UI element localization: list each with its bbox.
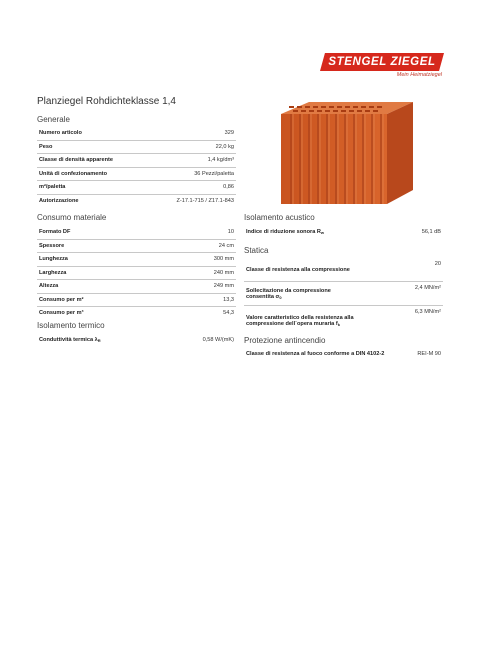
row-key — [37, 334, 166, 347]
row-key — [244, 282, 358, 306]
row-value: 24 cm — [170, 239, 236, 253]
row-value: 10 — [170, 226, 236, 239]
row-key: Numero articolo — [37, 127, 148, 140]
table-row — [244, 226, 443, 239]
acustico-table — [244, 226, 443, 239]
row-value: 0,58 W/(mK) — [202, 337, 234, 344]
table-row — [244, 258, 443, 282]
section-acustico-heading: Isolamento acustico — [244, 213, 315, 222]
row-key: Peso — [37, 140, 148, 154]
row-key: Altezza — [37, 280, 170, 294]
row-key: Lunghezza — [37, 253, 170, 267]
statica-table — [244, 258, 443, 336]
row-value: 6,3 MN/m² — [414, 309, 441, 315]
row-value: 54,3 — [223, 310, 234, 317]
row-value: 36 Pezzi/paletta — [148, 167, 236, 181]
table-row — [37, 266, 236, 280]
table-row — [37, 307, 236, 320]
row-value: 56,1 dB — [421, 229, 441, 236]
row-key: Formato DF — [37, 226, 170, 239]
section-consumo-heading: Consumo materiale — [37, 213, 107, 222]
table-row — [37, 181, 236, 195]
row-key: Classe di resistenza alla compressione — [244, 258, 358, 282]
row-value: 300 mm — [170, 253, 236, 267]
termico-table — [37, 334, 236, 347]
logo-brand: STENGEL ZIEGEL — [328, 56, 436, 68]
table-row — [37, 253, 236, 267]
row-key: m²/paletta — [37, 181, 148, 195]
row-value: REI-M 90 — [417, 351, 441, 358]
row-key: Spessore — [37, 239, 170, 253]
table-row — [37, 226, 236, 239]
row-key: Unità di confezionamento — [37, 167, 148, 181]
row-value: 329 — [148, 127, 236, 140]
row-key-subscript: 0 — [279, 294, 282, 300]
row-value: 249 mm — [170, 280, 236, 294]
table-row — [37, 140, 236, 154]
table-row — [244, 306, 443, 337]
row-key-subscript: w — [320, 230, 325, 236]
section-generale-heading: Generale — [37, 115, 70, 124]
antincendio-table — [244, 348, 443, 361]
section-antincendio-heading: Protezione antincendio — [244, 336, 326, 345]
row-key: Autorizzazione — [39, 197, 79, 204]
row-value: 2,4 MN/m² — [358, 282, 443, 306]
consumo-table — [37, 226, 236, 320]
row-key — [244, 306, 358, 337]
table-row — [37, 239, 236, 253]
row-key: Classe di densità apparente — [37, 154, 148, 168]
table-row — [37, 167, 236, 181]
row-value: 22,0 kg — [148, 140, 236, 154]
row-value: 1,4 kg/dm³ — [148, 154, 236, 168]
table-row — [37, 127, 236, 140]
row-value: 240 mm — [170, 266, 236, 280]
logo-tagline: Mein Heimatziegel — [396, 72, 442, 78]
row-key-text: Sollecitazione da compressione consentita σ — [246, 287, 331, 300]
table-row — [37, 280, 236, 294]
row-key-subscript: k — [337, 322, 340, 327]
row-key: Consumo per m² — [37, 293, 170, 307]
table-row — [244, 348, 443, 361]
brick-product-image — [275, 102, 415, 205]
row-value: Z-17.1-715 / Z17.1-843 — [176, 197, 234, 204]
row-key-text: Indice di riduzione sonora R — [246, 229, 321, 236]
generale-table — [37, 127, 236, 207]
table-row — [37, 334, 236, 347]
row-key: Classe di resistenza al fuoco conforme a DIN 4102-2 — [246, 351, 385, 358]
row-key-text: Conduttività termica λ — [39, 337, 98, 344]
row-key-text: Valore caratteristico della resistenza alla compressione dell´opera muraria f — [246, 315, 354, 327]
brand-logo — [320, 53, 444, 83]
row-value: 0,86 — [148, 181, 236, 195]
row-key: Consumo per m³ — [39, 310, 84, 317]
row-key — [244, 226, 399, 239]
section-statica-heading: Statica — [244, 246, 269, 255]
row-value: 13,3 — [170, 293, 236, 307]
row-key-subscript: R — [97, 338, 101, 344]
section-termico-heading: Isolamento termico — [37, 321, 105, 330]
table-row — [244, 282, 443, 306]
table-row — [37, 194, 236, 207]
row-key: Larghezza — [37, 266, 170, 280]
table-row — [37, 293, 236, 307]
table-row — [37, 154, 236, 168]
row-value: 20 — [358, 258, 443, 282]
product-title: Planziegel Rohdichteklasse 1,4 — [37, 96, 176, 107]
